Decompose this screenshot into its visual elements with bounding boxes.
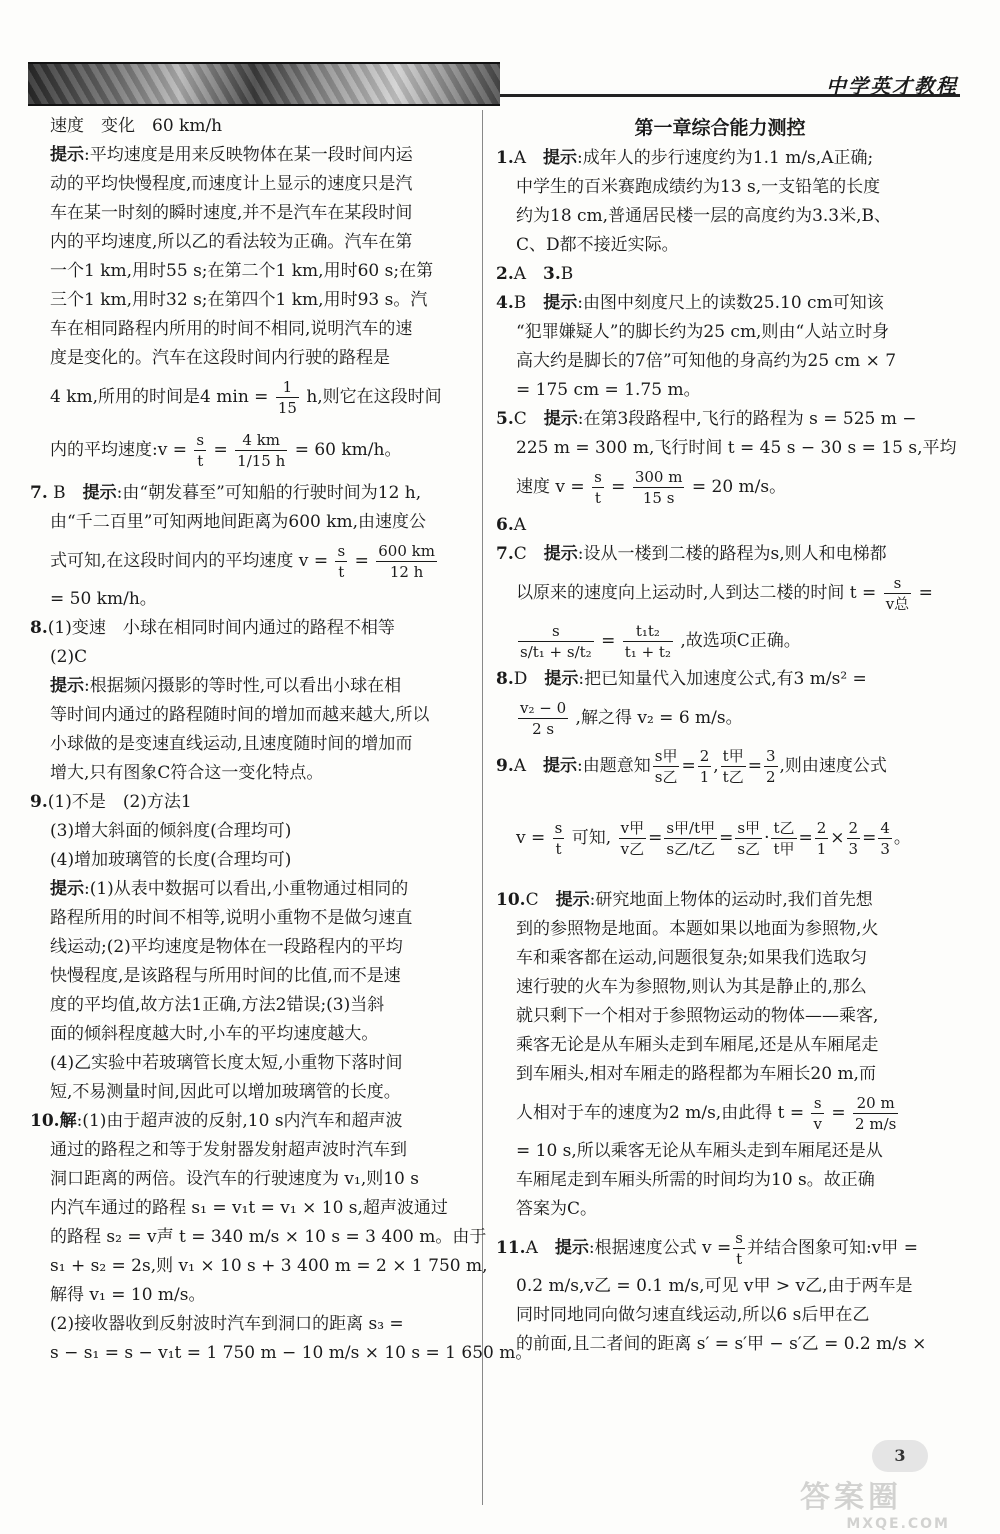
question-number: 9. xyxy=(30,792,48,812)
answer-text: 内的平均速度:v = xyxy=(50,440,187,460)
answer-line xyxy=(496,289,944,318)
solution-label: 解 xyxy=(59,1111,77,1131)
answer-line xyxy=(30,141,466,170)
answer-text: :由“朝发暮至”可知船的行驶时间为12 h, xyxy=(116,483,422,503)
answer-text: 人相对于车的速度为2 m/s,由此得 t = xyxy=(516,1103,805,1123)
answer-choice: D xyxy=(513,669,528,689)
answer-line: “犯罪嫌疑人”的脚长约为25 cm,则由“人站立时身 xyxy=(516,322,890,342)
fraction: $\frac{s}{t}$ xyxy=(196,431,205,470)
answer-line: = 50 km/h。 xyxy=(50,589,157,609)
fraction: $\frac{\text{t甲}}{\text{t乙}}$ xyxy=(722,747,744,786)
question-number: 6. xyxy=(496,515,514,535)
answer-text: :成年人的步行速度约为1.1 m/s,A正确; xyxy=(577,148,874,168)
answer-line xyxy=(496,886,944,915)
fraction: $\frac{\text{v₂ − 0}}{2 s}$ xyxy=(520,699,567,738)
answer-text: (1)不是 (2)方法1 xyxy=(47,792,192,812)
fraction: $\frac{4}{3}$ xyxy=(880,819,890,858)
answer-line: 答案为C。 xyxy=(516,1199,598,1219)
answer-line: 内的平均速度,所以乙的看法较为正确。汽车在第 xyxy=(50,232,413,252)
hint-label: 提示 xyxy=(543,148,578,168)
hint-label: 提示 xyxy=(543,409,578,429)
answer-line: 度的平均值,故方法1正确,方法2错误;(3)当斜 xyxy=(50,995,385,1015)
answer-line: 人相对于车的速度为2 m/s,由此得 t = $\frac{s}{v}$ = $\frac{20 m}{2 m/s}$ xyxy=(516,1094,897,1133)
fraction: $\frac{s}{t}$ xyxy=(735,1229,743,1268)
answer-text: h,则它在这段时间 xyxy=(306,387,442,407)
equals-sign: = xyxy=(918,583,933,603)
answer-line: 面的倾斜程度越大时,小车的平均速度越大。 xyxy=(50,1024,379,1044)
answer-text: ,故选项C正确。 xyxy=(680,631,801,651)
answer-text: :由题意知 xyxy=(577,756,651,776)
fraction: $\frac{2}{3}$ xyxy=(848,819,859,858)
answer-choice: A xyxy=(525,1238,538,1258)
question-number: 8. xyxy=(30,618,48,638)
fraction: $\frac{s}{t}$ xyxy=(554,819,563,858)
answer-text: :把已知量代入加速度公式,有3 m/s² = xyxy=(578,669,867,689)
answer-line xyxy=(496,665,944,694)
answer-line: 车在某一时刻的瞬时速度,并不是汽车在某段时间 xyxy=(50,203,413,223)
answer-choice: A xyxy=(513,148,527,168)
column-divider xyxy=(482,110,483,1505)
answer-text: = 20 m/s。 xyxy=(691,477,787,497)
answer-choice: B xyxy=(513,293,527,313)
answer-choice: C xyxy=(513,544,527,564)
answer-line: 由“千二百里”可知两地间距离为600 km,由速度公 xyxy=(50,512,427,532)
hint-label: 提示 xyxy=(82,483,117,503)
answer-text: :研究地面上物体的运动时,我们首先想 xyxy=(589,890,873,910)
answer-line: v = $\frac{s}{t}$ 可知, $\frac{\text{v甲}}{\text{v乙}}$ = $\frac{\text{s甲/t甲}}{\text{s乙/t乙}}$ = $\frac{\text{s甲}}{\text{s乙}}$ · $\frac{\text{t乙}}{\text{t甲}}$ = $\frac{2}{1}$ × $\frac{2}{3}$ = $\frac{4}{3}$ 。 xyxy=(516,819,911,858)
hint-label: 提示 xyxy=(554,1238,589,1258)
question-number: 7. xyxy=(30,483,48,503)
answer-line: 中学生的百米赛跑成绩约为13 s,一支铅笔的长度 xyxy=(516,177,881,197)
question-number: 11. xyxy=(496,1238,526,1258)
answer-text: v = xyxy=(516,828,546,848)
answer-line: 洞口距离的两倍。设汽车的行驶速度为 v₁,则10 s xyxy=(50,1169,419,1189)
answer-line: 一个1 km,用时55 s;在第二个1 km,用时60 s;在第 xyxy=(50,261,434,281)
answer-line: 车和乘客都在运动,问题很复杂;如果我们选取匀 xyxy=(516,948,868,968)
answer-line: 路程所用的时间不相等,说明小重物不是做匀速直 xyxy=(50,908,413,928)
answer-line: s₁ + s₂ = 2s,则 v₁ × 10 s + 3 400 m = 2 × 1 750 m, xyxy=(50,1256,488,1276)
equals-sign: = xyxy=(213,440,228,460)
answer-text: (1)变速 小球在相同时间内通过的路程不相等 xyxy=(47,618,395,638)
answer-text: :(1)从表中数据可以看出,小重物通过相同的 xyxy=(84,879,409,899)
answer-text: :(1)由于超声波的反射,10 s内汽车和超声波 xyxy=(76,1111,403,1131)
fraction: $\frac{\text{v甲}}{\text{v乙}}$ xyxy=(620,819,645,858)
answer-line: 动的平均快慢程度,而速度计上显示的速度只是汽 xyxy=(50,174,413,194)
fraction: $\frac{3}{2}$ xyxy=(765,747,776,786)
answer-text: :在第3段路程中,飞行的路程为 s = 525 m − xyxy=(577,409,917,429)
hint-label: 提示 xyxy=(50,879,84,899)
header-banner-image xyxy=(28,62,500,106)
watermark-logo xyxy=(800,1472,950,1532)
hint-label: 提示 xyxy=(543,544,578,564)
fraction: $\frac{\text{s甲}}{\text{s乙}}$ xyxy=(654,747,678,786)
answer-line: $\frac{s}{\text{s/t₁ + s/t₂}}$ = $\frac{\text{t₁t₂}}{\text{t₁ + t₂}}$ ,故选项C正确。 xyxy=(520,622,801,661)
answer-line: 的前面,且二者间的距离 s′ = s′甲 − s′乙 = 0.2 m/s × xyxy=(516,1334,927,1354)
answer-line: 高大约是脚长的7倍”可知他的身高约为25 cm × 7 xyxy=(516,351,897,371)
answer-line: 等时间内通过的路程随时间的增加而越来越大,所以 xyxy=(50,705,430,725)
answer-line: 短,不易测量时间,因此可以增加玻璃管的长度。 xyxy=(50,1082,401,1102)
section-title: 第一章综合能力测控 xyxy=(634,117,806,139)
answer-line: 约为18 cm,普通居民楼一层的高度约为3.3米,B、 xyxy=(516,206,892,226)
question-number: 5. xyxy=(496,409,514,429)
fraction: $\frac{s}{\text{v总}}$ xyxy=(885,574,910,613)
answer-line: 到车厢头,相对车厢走的路程都为车厢长20 m,而 xyxy=(516,1064,876,1084)
left-column xyxy=(30,112,533,1368)
right-column xyxy=(496,112,957,1359)
answer-line: (2)C xyxy=(50,647,88,667)
answer-choice: B xyxy=(560,264,574,284)
fraction: $\frac{\text{s甲}}{\text{s乙}}$ xyxy=(737,819,761,858)
answer-choice: C xyxy=(513,409,527,429)
fraction: $\frac{s}{v}$ xyxy=(813,1094,822,1133)
fraction: $\frac{300 m}{15 s}$ xyxy=(634,468,683,507)
answer-line: (4)增加玻璃管的长度(合理均可) xyxy=(50,850,292,870)
answer-line xyxy=(30,479,466,508)
fraction: $\frac{\text{s甲/t甲}}{\text{s乙/t乙}}$ xyxy=(666,819,716,858)
answer-text: 式可知,在这段时间内的平均速度 v = xyxy=(50,551,329,571)
answer-line: 225 m = 300 m,飞行时间 t = 45 s − 30 s = 15 s,平均 xyxy=(516,438,957,458)
answer-choice: C xyxy=(525,890,539,910)
answer-text: :由图中刻度尺上的读数25.10 cm可知该 xyxy=(577,293,884,313)
answer-line: 度是变化的。汽车在这段时间内行驶的路程是 xyxy=(50,348,390,368)
question-number: 3. xyxy=(543,264,561,284)
fraction: $\frac{20 m}{2 m/s}$ xyxy=(855,1094,897,1133)
answer-line xyxy=(30,614,466,643)
hint-label: 提示 xyxy=(543,756,578,776)
hint-label: 提示 xyxy=(50,676,84,696)
page-header xyxy=(28,62,958,102)
answer-choice: A xyxy=(513,756,527,776)
answer-line: 同时同地同向做匀速直线运动,所以6 s后甲在乙 xyxy=(516,1305,870,1325)
answer-line xyxy=(30,373,466,421)
hint-label: 提示 xyxy=(555,890,590,910)
answer-line: 的路程 s₂ = v声 t = 340 m/s × 10 s = 3 400 m。由于 xyxy=(50,1227,487,1247)
answer-line: 解得 v₁ = 10 m/s。 xyxy=(50,1285,206,1305)
answer-line: 就只剩下一个相对于参照物运动的物体——乘客, xyxy=(516,1006,879,1026)
answer-line: 车厢尾走到车厢头所需的时间均为10 s。故正确 xyxy=(516,1170,875,1190)
answer-text: 可知, xyxy=(571,828,612,848)
answer-line: 式可知,在这段时间内的平均速度 v = $\frac{s}{t}$ = $\frac{600 km}{12 h}$ xyxy=(50,542,435,581)
answer-line: = 175 cm = 1.75 m。 xyxy=(516,380,701,400)
answer-text: 并结合图象可知:v甲 = xyxy=(746,1238,918,1258)
answer-line: 线运动;(2)平均速度是物体在一段路程内的平均 xyxy=(50,937,403,957)
answer-text: 速度 v = xyxy=(516,477,585,497)
answer-text: = 60 km/h。 xyxy=(294,440,402,460)
answer-line xyxy=(496,405,944,434)
answer-line: 到的参照物是地面。本题如果以地面为参照物,火 xyxy=(516,919,879,939)
question-number: 1. xyxy=(496,148,514,168)
answer-line: (2)接收器收到反射波时汽车到洞口的距离 s₃ = xyxy=(50,1314,404,1334)
fraction: $\frac{2}{1}$ xyxy=(816,819,827,858)
answer-line: 乘客无论是从车厢头走到车厢尾,还是从车厢尾走 xyxy=(516,1035,879,1055)
answer-line xyxy=(496,1224,944,1272)
answer-line xyxy=(30,788,466,817)
answer-line xyxy=(30,421,466,479)
answer-text: :根据速度公式 v = xyxy=(588,1238,732,1258)
page-number: 3 xyxy=(872,1440,928,1472)
watermark-text: 答案圈 xyxy=(800,1480,902,1515)
answer-line: 增大,只有图象C符合这一变化特点。 xyxy=(50,763,324,783)
answer-choice: A xyxy=(513,264,544,284)
question-number: 7. xyxy=(496,544,514,564)
answer-choice: A xyxy=(513,515,527,535)
answer-text: 以原来的速度向上运动时,人到达二楼的时间 t = xyxy=(516,583,877,603)
question-number: 4. xyxy=(496,293,514,313)
answer-line: C、D都不接近实际。 xyxy=(516,235,679,255)
hint-label: 提示 xyxy=(50,145,84,165)
answer-line: 快慢程度,是该路程与所用时间的比值,而不是速 xyxy=(50,966,401,986)
answer-line xyxy=(496,569,944,617)
answer-line: 三个1 km,用时32 s;在第四个1 km,用时93 s。汽 xyxy=(50,290,428,310)
question-number: 2. xyxy=(496,264,514,284)
answer-line xyxy=(496,260,944,289)
answer-line: 9.A 提示:由题意知 $\frac{\text{s甲}}{\text{s乙}}$ = $\frac{2}{1}$ , $\frac{\text{t甲}}{\text{t乙}}$ = $\frac{3}{2}$ ,则由速度公式 xyxy=(496,747,887,786)
answer-line: (4)乙实验中若玻璃管长度太短,小重物下落时间 xyxy=(50,1053,403,1073)
question-number: 8. xyxy=(496,669,514,689)
answer-line: 速度 v = $\frac{s}{t}$ = $\frac{300 m}{15 s}$ = 20 m/s。 xyxy=(516,468,787,507)
answer-text: 4 km,所用的时间是4 min = xyxy=(50,387,269,407)
fraction: $\frac{1}{15}$ xyxy=(277,378,297,417)
answer-line: 通过的路程之和等于发射器发射超声波时汽车到 xyxy=(50,1140,407,1160)
question-number: 9. xyxy=(496,756,514,776)
answer-line: 内汽车通过的路程 s₁ = v₁t = v₁ × 10 s,超声波通过 xyxy=(50,1198,448,1218)
answer-line: 速行驶的火车为参照物,则认为其是静止的,那么 xyxy=(516,977,867,997)
hint-label: 提示 xyxy=(544,669,579,689)
fraction: $\frac{s}{t}$ xyxy=(594,468,602,507)
fraction: $\frac{4 km}{1/15 h}$ xyxy=(237,431,286,470)
fraction: $\frac{\text{t₁t₂}}{\text{t₁ + t₂}}$ xyxy=(624,622,671,661)
answer-line xyxy=(496,540,944,569)
answer-choice: B xyxy=(53,483,66,503)
question-number: 10. xyxy=(30,1111,60,1131)
question-number: 10. xyxy=(496,890,526,910)
answer-text: :根据频闪摄影的等时性,可以看出小球在相 xyxy=(84,676,402,696)
answer-text: :设从一楼到二楼的路程为s,则人和电梯都 xyxy=(577,544,887,564)
answer-text: ,解之得 v₂ = 6 m/s。 xyxy=(575,708,743,728)
hint-label: 提示 xyxy=(543,293,578,313)
answer-line: 小球做的是变速直线运动,且速度随时间的增加而 xyxy=(50,734,413,754)
answer-line xyxy=(30,672,466,701)
answer-line xyxy=(30,1107,466,1136)
answer-line xyxy=(30,875,466,904)
fraction: $\frac{s}{\text{s/t₁ + s/t₂}}$ xyxy=(520,622,592,661)
fraction: $\frac{2}{1}$ xyxy=(699,747,710,786)
answer-line: s − s₁ = s − v₁t = 1 750 m − 10 m/s × 10 s = 1 650 m。 xyxy=(50,1343,533,1363)
answer-line: 0.2 m/s,v乙 = 0.1 m/s,可见 v甲 > v乙,由于两车是 xyxy=(516,1276,913,1296)
answer-text: ,则由速度公式 xyxy=(779,756,887,776)
answer-line: 速度 变化 60 km/h xyxy=(50,116,223,136)
fraction: $\frac{600 km}{12 h}$ xyxy=(378,542,435,581)
fraction: $\frac{\text{t乙}}{\text{t甲}}$ xyxy=(773,819,795,858)
answer-line xyxy=(496,144,944,173)
answer-line xyxy=(496,694,944,742)
answer-line xyxy=(496,511,944,540)
fraction: $\frac{s}{t}$ xyxy=(337,542,346,581)
watermark-url: MXQE.COM xyxy=(846,1516,950,1532)
answer-line: (3)增大斜面的倾斜度(合理均可) xyxy=(50,821,292,841)
answer-line: = 10 s,所以乘客无论从车厢头走到车厢尾还是从 xyxy=(516,1141,883,1161)
answer-text: :平均速度是用来反映物体在某一段时间内运 xyxy=(84,145,413,165)
series-title: 中学英才教程 xyxy=(826,74,958,98)
answer-line: 车在相同路程内所用的时间不相同,说明汽车的速 xyxy=(50,319,413,339)
